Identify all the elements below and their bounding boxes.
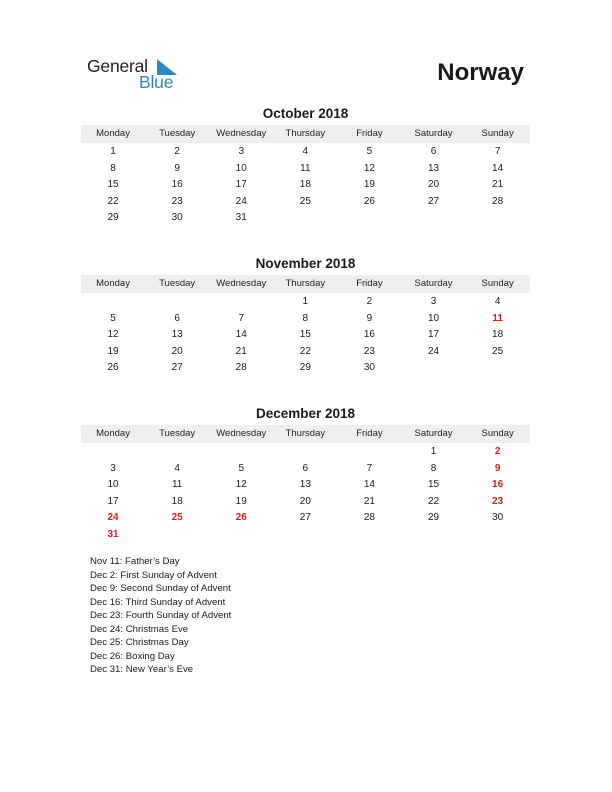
weekday-header bbox=[81, 275, 530, 293]
weekday-label: Wednesday bbox=[216, 128, 267, 139]
calendar-day-empty bbox=[145, 444, 209, 461]
calendar-day: 30 bbox=[363, 362, 375, 374]
calendar-day: 18 bbox=[171, 495, 183, 507]
weekday-header bbox=[81, 425, 530, 443]
calendar-day: 29 bbox=[299, 362, 311, 374]
calendar-day: 13 bbox=[299, 479, 311, 491]
calendar-day: 9 bbox=[494, 462, 501, 474]
calendar-day-empty bbox=[209, 294, 273, 311]
calendar-day: 24 bbox=[235, 195, 247, 207]
month-weeks bbox=[81, 144, 530, 227]
logo-text-general: General bbox=[87, 56, 148, 76]
calendar-day: 21 bbox=[235, 345, 247, 357]
calendar-day: 4 bbox=[174, 462, 180, 474]
calendar-day-empty bbox=[466, 527, 530, 544]
calendar-day: 14 bbox=[363, 479, 375, 491]
weekday-label: Sunday bbox=[481, 128, 514, 139]
calendar-day: 8 bbox=[302, 312, 309, 324]
weekday-label: Thursday bbox=[285, 128, 326, 139]
calendar-day: 11 bbox=[492, 312, 503, 324]
calendar-day-empty bbox=[209, 444, 273, 461]
calendar-week-row bbox=[81, 144, 530, 161]
calendar-day-empty bbox=[337, 444, 401, 461]
month-title: October 2018 bbox=[262, 106, 349, 121]
calendar-day: 17 bbox=[427, 329, 440, 341]
calendar-day-empty bbox=[81, 294, 145, 311]
calendar-day: 20 bbox=[171, 345, 183, 357]
weekday-label: Tuesday bbox=[159, 428, 196, 439]
calendar-day-empty bbox=[337, 210, 401, 227]
calendar-day-empty bbox=[145, 527, 209, 544]
calendar-day: 26 bbox=[107, 362, 119, 374]
holiday-item: Dec 16: Third Sunday of Advent bbox=[90, 596, 226, 608]
calendar-day: 26 bbox=[363, 195, 375, 207]
weekday-header bbox=[81, 125, 530, 143]
calendar-day: 19 bbox=[107, 345, 119, 357]
calendar-day: 24 bbox=[107, 512, 119, 524]
weekday-label: Thursday bbox=[285, 428, 326, 439]
calendar-day: 20 bbox=[427, 179, 440, 191]
weekday-label: Tuesday bbox=[159, 128, 196, 139]
holiday-item: Dec 24: Christmas Eve bbox=[90, 623, 189, 635]
calendar-week-row bbox=[81, 177, 530, 194]
generalblue-logo bbox=[87, 56, 197, 96]
calendar-day: 23 bbox=[492, 495, 504, 507]
month-title: November 2018 bbox=[255, 256, 356, 271]
calendar-week-row bbox=[81, 194, 530, 211]
calendar-day: 13 bbox=[427, 162, 440, 174]
calendar-day: 6 bbox=[430, 146, 437, 157]
calendar-day: 21 bbox=[492, 179, 504, 191]
holiday-item: Nov 11: Father’s Day bbox=[90, 556, 180, 567]
calendar-day: 29 bbox=[107, 212, 119, 224]
calendar-day: 17 bbox=[107, 495, 119, 507]
calendar-week-row bbox=[81, 161, 530, 178]
calendar-day: 15 bbox=[107, 179, 119, 191]
weekday-label: Monday bbox=[96, 278, 130, 289]
logo-text-blue: Blue bbox=[139, 72, 174, 92]
calendar-day: 27 bbox=[171, 362, 183, 374]
weekday-label: Friday bbox=[356, 278, 383, 289]
calendar-day: 31 bbox=[107, 528, 119, 540]
calendar-day: 1 bbox=[430, 446, 437, 457]
calendar-day: 27 bbox=[299, 512, 311, 524]
calendar-day: 25 bbox=[171, 512, 183, 524]
month-title: December 2018 bbox=[255, 406, 356, 421]
calendar-week-row bbox=[81, 510, 530, 527]
calendar-day: 31 bbox=[235, 212, 247, 224]
weekday-label: Wednesday bbox=[216, 428, 267, 439]
calendar-day-empty bbox=[273, 210, 337, 227]
month-weeks bbox=[81, 294, 530, 377]
calendar-week-row bbox=[81, 477, 530, 494]
calendar-day: 16 bbox=[492, 479, 504, 491]
holiday-item: Dec 26: Boxing Day bbox=[90, 650, 175, 662]
calendar-day: 28 bbox=[363, 512, 375, 524]
calendar-day-empty bbox=[273, 444, 337, 461]
calendar-week-row bbox=[81, 461, 530, 478]
calendar-day-empty bbox=[466, 210, 530, 227]
weekday-label: Wednesday bbox=[216, 278, 267, 289]
calendar-day-empty bbox=[401, 210, 465, 227]
calendar-week-row bbox=[81, 527, 530, 544]
calendar-week-row bbox=[81, 494, 530, 511]
calendar-day: 30 bbox=[492, 512, 504, 524]
calendar-day: 25 bbox=[299, 195, 311, 207]
calendar-day: 12 bbox=[363, 162, 375, 174]
calendar-day: 26 bbox=[235, 512, 247, 524]
calendar-day: 3 bbox=[110, 462, 116, 474]
calendar-day: 17 bbox=[235, 179, 247, 191]
calendar-day-empty bbox=[209, 527, 273, 544]
calendar-day: 14 bbox=[235, 329, 247, 341]
calendar-day: 7 bbox=[494, 146, 501, 157]
calendar-day: 4 bbox=[494, 296, 501, 307]
holiday-item: Dec 23: Fourth Sunday of Advent bbox=[90, 610, 232, 621]
weekday-label: Monday bbox=[96, 128, 130, 139]
calendar-day: 11 bbox=[300, 162, 311, 174]
holiday-list bbox=[90, 555, 231, 677]
month-weeks bbox=[81, 444, 530, 544]
calendar-day: 19 bbox=[235, 495, 247, 507]
calendar-week-row bbox=[81, 360, 530, 377]
calendar-week-row bbox=[81, 444, 530, 461]
calendar-week-row bbox=[81, 311, 530, 328]
calendar-day: 8 bbox=[110, 162, 116, 174]
calendar-day: 11 bbox=[171, 479, 183, 491]
calendar-day: 2 bbox=[494, 446, 501, 457]
calendar-day: 18 bbox=[299, 179, 311, 191]
calendar-day: 5 bbox=[366, 146, 373, 157]
calendar-day: 9 bbox=[366, 312, 373, 324]
calendar-day: 16 bbox=[363, 329, 375, 341]
calendar-day: 10 bbox=[107, 479, 119, 491]
calendar-week-row bbox=[81, 327, 530, 344]
calendar-day: 9 bbox=[174, 162, 180, 174]
country-title: Norway bbox=[437, 59, 524, 86]
calendar-week-row bbox=[81, 344, 530, 361]
calendar-day: 14 bbox=[492, 162, 504, 174]
calendar-day: 16 bbox=[171, 179, 183, 191]
calendar-day: 13 bbox=[171, 329, 183, 341]
calendar-day: 2 bbox=[366, 296, 373, 307]
weekday-label: Monday bbox=[96, 428, 130, 439]
calendar-day: 15 bbox=[299, 329, 311, 341]
calendar-day: 6 bbox=[302, 462, 309, 474]
calendar-day: 25 bbox=[492, 345, 504, 357]
calendar-day: 18 bbox=[492, 329, 504, 341]
holiday-item: Dec 25: Christmas Day bbox=[90, 637, 189, 648]
holiday-item: Dec 2: First Sunday of Advent bbox=[90, 569, 217, 581]
calendar-day: 1 bbox=[302, 296, 309, 307]
calendar-day: 27 bbox=[427, 195, 440, 207]
calendar-day: 28 bbox=[492, 195, 504, 207]
weekday-label: Friday bbox=[356, 428, 383, 439]
calendar-day-empty bbox=[145, 294, 209, 311]
calendar-day: 3 bbox=[238, 146, 245, 157]
calendar-day: 4 bbox=[302, 146, 309, 157]
month-october bbox=[81, 106, 530, 227]
calendar-day: 19 bbox=[363, 179, 375, 191]
calendar-day: 28 bbox=[235, 362, 247, 374]
calendar-day: 10 bbox=[427, 312, 440, 324]
month-december bbox=[81, 406, 530, 544]
calendar-day-empty bbox=[337, 527, 401, 544]
calendar-day: 12 bbox=[107, 329, 119, 341]
calendar-day: 10 bbox=[235, 162, 247, 174]
calendar-day: 22 bbox=[107, 195, 119, 207]
weekday-label: Sunday bbox=[481, 278, 514, 289]
calendar-day: 12 bbox=[235, 479, 247, 491]
calendar-day-empty bbox=[273, 527, 337, 544]
calendar-day: 7 bbox=[366, 462, 373, 474]
weekday-label: Sunday bbox=[481, 428, 514, 439]
calendar-day: 23 bbox=[171, 195, 183, 207]
holiday-item: Dec 31: New Year’s Eve bbox=[90, 664, 194, 675]
weekday-label: Tuesday bbox=[159, 278, 196, 289]
weekday-label: Saturday bbox=[414, 128, 453, 139]
calendar-day: 24 bbox=[427, 345, 440, 357]
weekday-label: Thursday bbox=[285, 278, 326, 289]
weekday-label: Saturday bbox=[414, 428, 453, 439]
calendar-day: 29 bbox=[427, 512, 440, 524]
calendar-day: 8 bbox=[430, 462, 437, 474]
calendar-day: 5 bbox=[238, 462, 245, 474]
calendar-week-row bbox=[81, 210, 530, 227]
weekday-label: Friday bbox=[356, 128, 383, 139]
calendar-day: 22 bbox=[427, 495, 440, 507]
calendar-day-empty bbox=[401, 360, 465, 377]
calendar-day: 5 bbox=[110, 312, 116, 324]
calendar-day-empty bbox=[401, 527, 465, 544]
calendar-day: 30 bbox=[171, 212, 183, 224]
month-november bbox=[81, 256, 530, 377]
calendar-day: 7 bbox=[238, 312, 245, 324]
calendar-day-empty bbox=[466, 360, 530, 377]
calendar-day: 3 bbox=[430, 296, 437, 307]
holiday-item: Dec 9: Second Sunday of Advent bbox=[90, 583, 231, 594]
calendar-day: 15 bbox=[427, 479, 440, 491]
weekday-label: Saturday bbox=[414, 278, 453, 289]
calendar-day: 2 bbox=[174, 146, 180, 157]
calendar-day: 6 bbox=[174, 312, 180, 324]
calendar-week-row bbox=[81, 294, 530, 311]
calendar-day: 22 bbox=[299, 345, 311, 357]
calendar-day: 23 bbox=[363, 345, 375, 357]
calendar-day: 21 bbox=[363, 495, 375, 507]
calendar-day-empty bbox=[81, 444, 145, 461]
calendar-day: 20 bbox=[299, 495, 311, 507]
calendar-day: 1 bbox=[110, 146, 116, 157]
